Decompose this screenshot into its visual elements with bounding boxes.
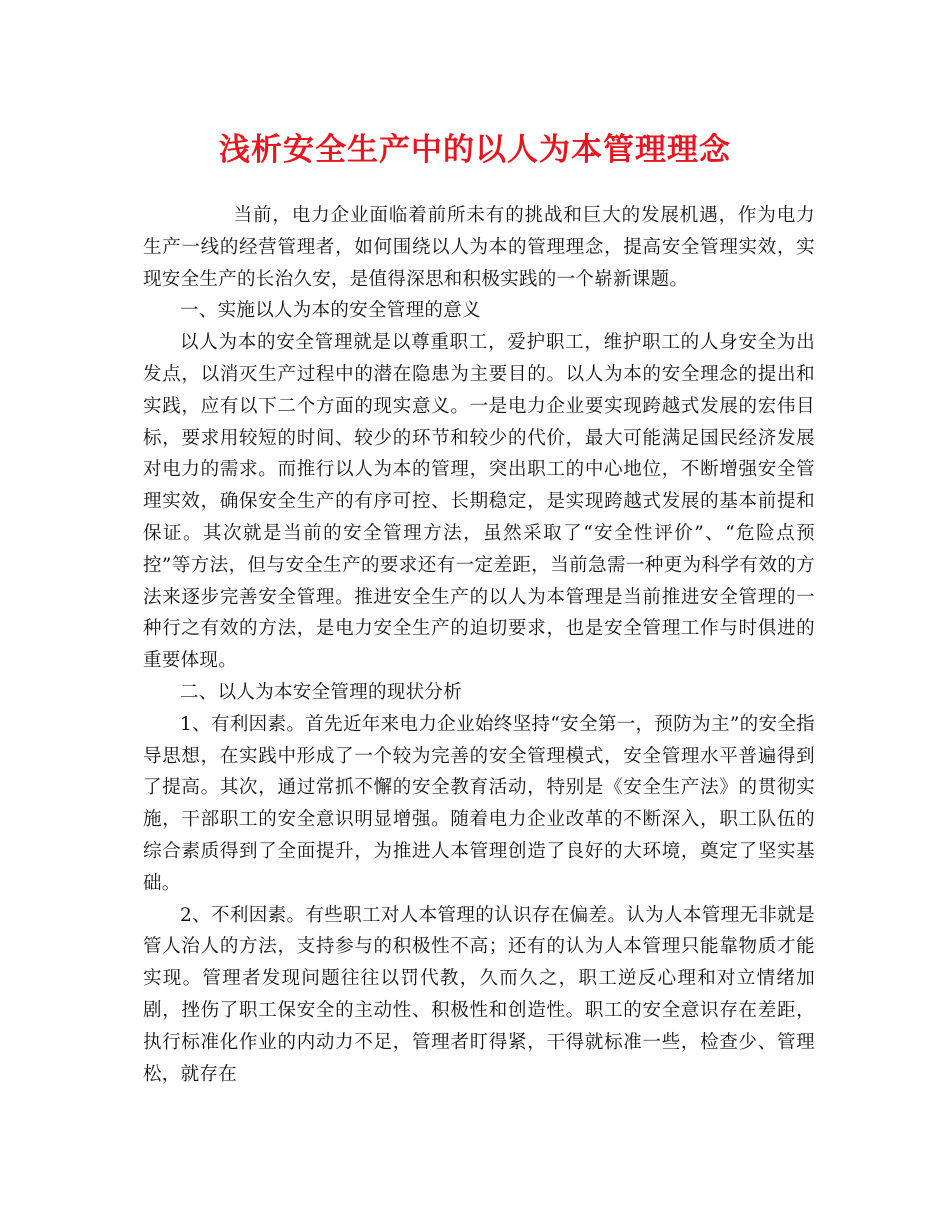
section-heading-1: 一、实施以人为本的安全管理的意义	[180, 300, 481, 322]
section-heading-2: 二、以人为本安全管理的现状分析	[180, 681, 463, 703]
intro-paragraph: 当前，电力企业面临着前所未有的挑战和巨大的发展机遇，作为电力生产一线的经营管理者，如何围绕以人为本的管理理念，提高安全管理实效，实现安全生产的长治久安，是值得深思和积极实践的一个崭新课题。	[143, 205, 815, 290]
document-title: 浅析安全生产中的以人为本管理理念	[219, 132, 731, 168]
body-paragraph: 2、不利因素。有些职工对人本管理的认识存在偏差。认为人本管理无非就是管人治人的方法，支持参与的积极性不高；还有的认为人本管理只能靠物质才能实现。管理者发现问题往往以罚代教，久而久之，职工逆反心理和对立情绪加剧，挫伤了职工保安全的主动性、积极性和创造性。职工的安全意识存在差距，执行标准化作业的内动力不足，管理者盯得紧，干得就标准一些，检查少、管理松，就存在	[143, 904, 815, 1085]
body-paragraph: 1、有利因素。首先近年来电力企业始终坚持“安全第一，预防为主”的安全指导思想，在实践中形成了一个较为完善的安全管理模式，安全管理水平普遍得到了提高。其次，通过常抓不懈的安全教育活动，特别是《安全生产法》的贯彻实施，干部职工的安全意识明显增强。随着电力企业改革的不断深入，职工队伍的综合素质得到了全面提升，为推进人本管理创造了良好的大环境，奠定了坚实基础。	[143, 713, 815, 894]
document-body	[143, 200, 815, 1090]
body-paragraph: 以人为本的安全管理就是以尊重职工，爱护职工，维护职工的人身安全为出发点，以消灭生产过程中的潜在隐患为主要目的。以人为本的安全理念的提出和实践，应有以下二个方面的现实意义。一是电力企业要实现跨越式发展的宏伟目标，要求用较短的时间、较少的环节和较少的代价，最大可能满足国民经济发展对电力的需求。而推行以人为本的管理，突出职工的中心地位，不断增强安全管理实效，确保安全生产的有序可控、长期稳定，是实现跨越式发展的基本前提和保证。其次就是当前的安全管理方法，虽然采取了“安全性评价”、“危险点预控”等方法，但与安全生产的要求还有一定差距，当前急需一种更为科学有效的方法来逐步完善安全管理。推进安全生产的以人为本管理是当前推进安全管理的一种行之有效的方法，是电力安全生产的迫切要求，也是安全管理工作与时俱进的重要体现。	[143, 332, 815, 672]
